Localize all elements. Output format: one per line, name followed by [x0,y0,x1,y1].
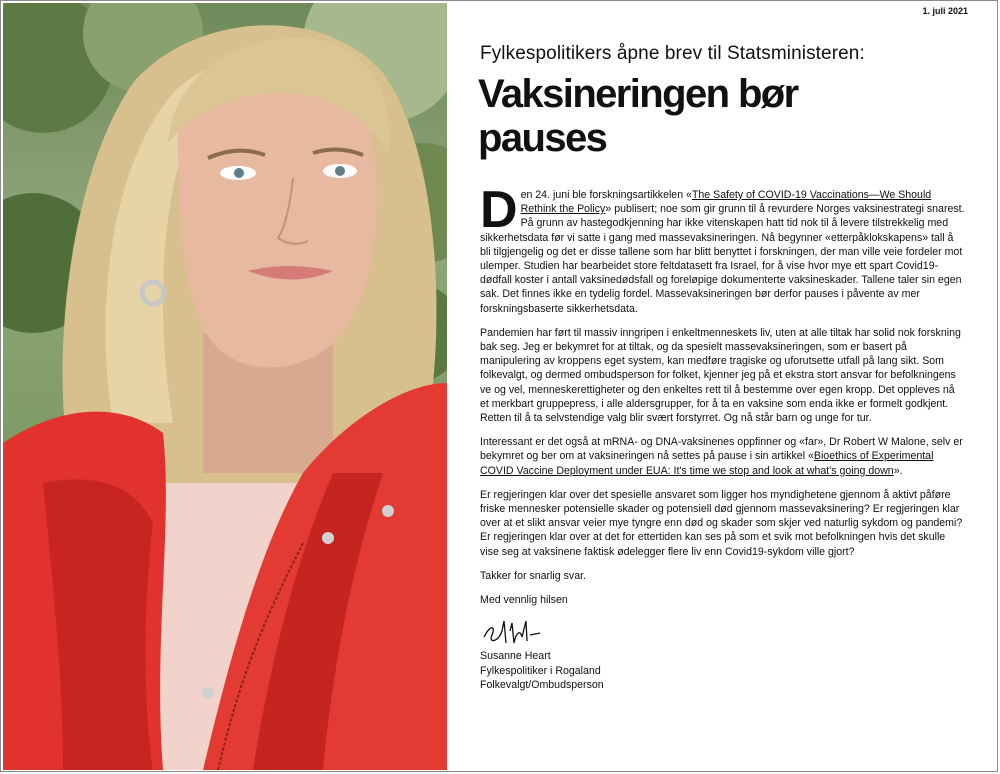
headline-line-1: Vaksineringen bør [478,72,798,116]
paragraph-3-text-a: Interessant er det også at mRNA- og DNA-vaksinenes oppfinner og «far», Dr Robert W Malone, selv er bekymret og ber om at vaksineringen nå settes på pause i sin artikkel « [480,436,963,463]
kicker: Fylkespolitikers åpne brev til Statsministeren: [480,43,865,64]
signer-block [480,649,966,693]
letter-article [447,0,998,772]
closing-thanks: Takker for snarlig svar. [480,569,586,582]
paragraph-1 [480,181,966,316]
closing-regards: Med vennlig hilsen [480,594,568,607]
handwritten-signature [480,617,550,647]
paragraph-2: Pandemien har ført til massiv inngripen i enkeltmenneskets liv, uten at alle tiltak har solid nok forskning bak seg. Jeg er bekymret for at tiltak, og da spesielt massevaksineringen, som er basert på manipulering av kroppens eget system, kan medføre tragiske og uforutsette utfall på lang sikt. Som folkevalgt, og dermed ombudsperson for folket, kjenner jeg på et ekstra stort ansvar for befolkningens ve og vel, menneskerettigheter og den enkeltes rett til å bestemme over egen kropp. Det oppleves nå et merkbart gruppepress, i alle aldersgrupper, for å ta en vaksine som enda ikke er formelt godkjent. Retten til å ta selvstendige valg blir svært forstyrret. Og nå står barn og unge for tur. [480,326,961,425]
paragraph-1-text-b: » publisert; noe som gir grunn til å revurdere Norges vaksinestrategi snarest. På grunn av hastegodkjenning har ikke vitenskapen hatt tid nok til å levere tilstrekkelig med sikkerhetsdata før vi satte i gang med massevaksineringen. Nå begynner «etterpåklokskapens» tall å bli tilgjengelig og det er disse tallene som har blitt benyttet i forskningen, der man ville veie fordeler mot ulemper. Studien har bearbeidet store feltdatasett fra Israel, for å vise hvor mye ett spart Covid19-dødfall koster i antall vaksinedødsfall og foreløpige dokumenterte vaksineskader. Tallene taler sin egen sak. Det finnes ikke en tydelig fordel. Massevaksineringen bør derfor pauses i påvente av mer forskningsbaserte sikkerhetsdata. [480,203,965,315]
publication-date: 1. juli 2021 [922,6,968,16]
paragraph-1-text-a: en 24. juni ble forskningsartikkelen « [520,189,692,201]
signer-role-1: Fylkespolitiker i Rogaland [480,664,601,677]
paragraph-4: Er regjeringen klar over det spesielle ansvaret som ligger hos myndighetene gjennom å aktivt påføre friske mennesker potensielle skader og potensiell død gjennom massevaksinering? Er regjeringen klar over at et slikt ansvar veier mye tyngre enn død og skader som skjer ved naturlig sykdom og pandemi? Er regjeringen klar over at det for ettertiden kan ses på som et svik mot befolkningen hvis det skulle vise seg at vaksinene faktisk ødelegger flere liv enn Covid19-sykdom ville gjort? [480,488,963,558]
author-photo [3,3,447,770]
drop-cap: D [480,181,518,239]
letter-body [480,181,966,693]
headline-line-2: pauses [478,116,607,160]
article-link-safety[interactable]: The Safety of COVID-19 Vaccinations—We Should Rethink the Policy [520,189,932,216]
signer-role-2: Folkevalgt/Ombudsperson [480,679,604,692]
article-link-bioethics[interactable]: Bioethics of Experimental COVID Vaccine Deployment under EUA: It's time we stop and look at what's going down [480,450,934,477]
paragraph-3-text-b: ». [893,464,903,477]
signer-name: Susanne Heart [480,650,551,663]
headline [478,72,898,160]
paragraph-3 [480,435,966,478]
